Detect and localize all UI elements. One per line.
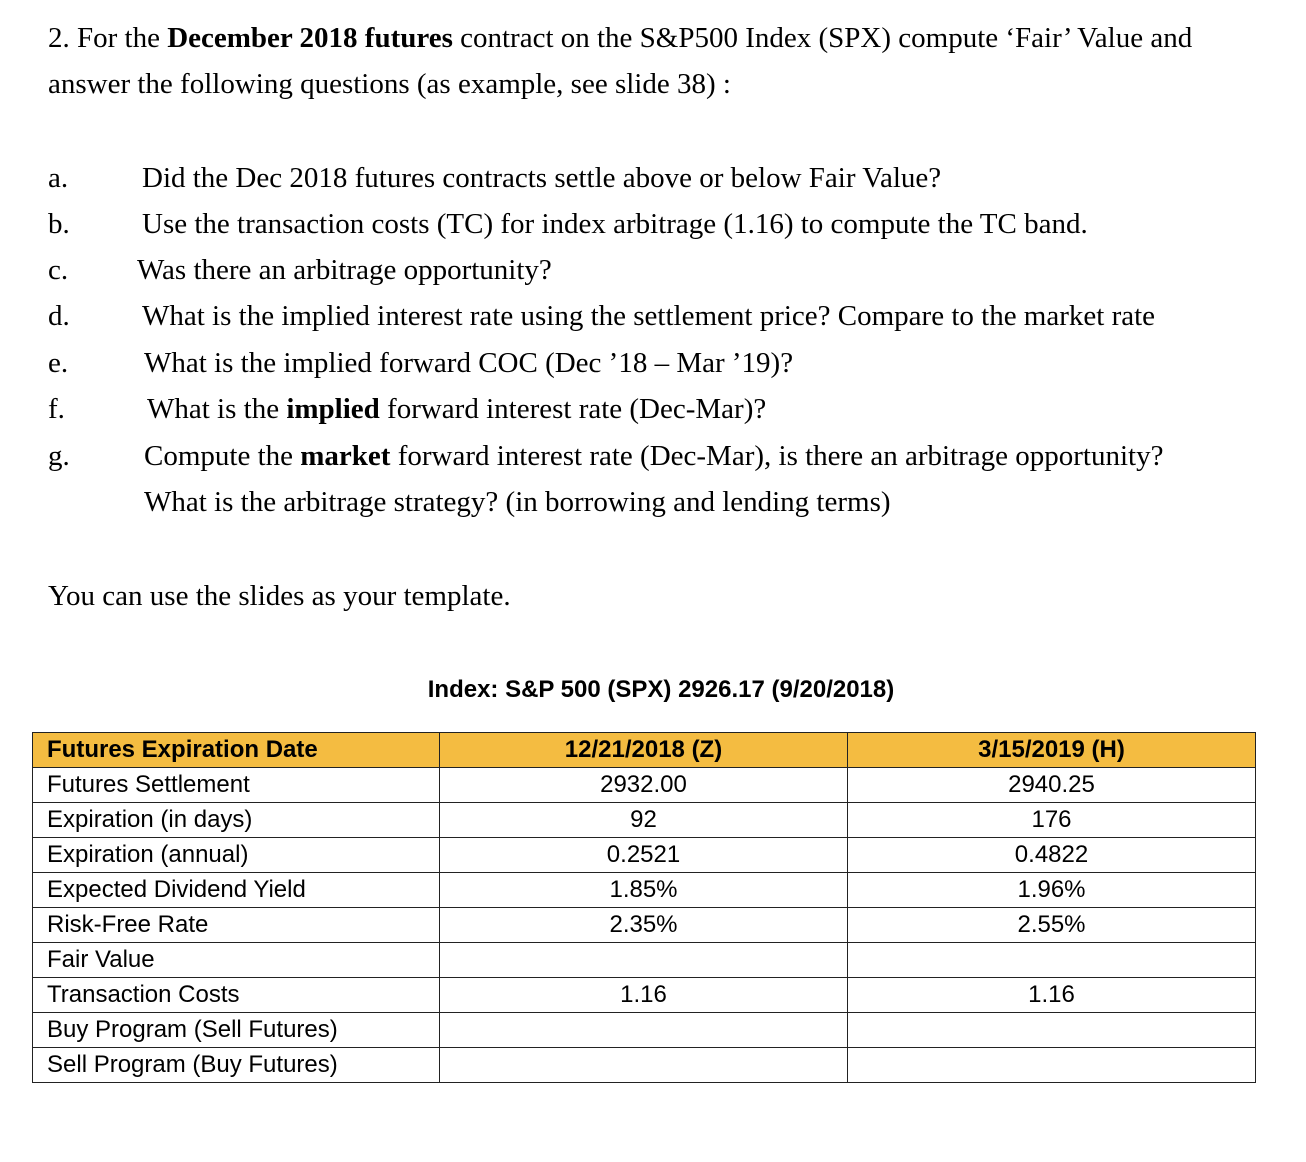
row-label: Futures Settlement: [33, 768, 440, 803]
table-row: [33, 838, 1256, 873]
table-row: [33, 768, 1256, 803]
table-cell: [440, 1048, 848, 1083]
table-row: [33, 803, 1256, 838]
table-cell: [440, 1013, 848, 1048]
sub-question-text-post: forward interest rate (Dec-Mar)?: [379, 393, 767, 425]
sub-question-letter: f.: [48, 393, 65, 425]
sub-question-text: [147, 393, 766, 426]
sub-question-letter: c.: [48, 254, 69, 286]
table-cell: 92: [440, 803, 848, 838]
sub-question-letter: a.: [48, 162, 69, 194]
sub-question-text: Was there an arbitrage opportunity?: [137, 254, 552, 286]
row-label: Expiration (in days): [33, 803, 440, 838]
question-line-1: [48, 22, 1192, 55]
table-row: [33, 1013, 1256, 1048]
table-cell: 2932.00: [440, 768, 848, 803]
row-label: Expiration (annual): [33, 838, 440, 873]
table-cell: 2.35%: [440, 908, 848, 943]
sub-question-text: Did the Dec 2018 futures contracts settle above or below Fair Value?: [142, 162, 942, 194]
question-line-1-bold: December 2018 futures: [167, 22, 453, 54]
row-label: Expected Dividend Yield: [33, 873, 440, 908]
table-cell: 1.85%: [440, 873, 848, 908]
table-header-row: [33, 733, 1256, 768]
table-cell: [848, 1013, 1256, 1048]
table-cell: [848, 943, 1256, 978]
row-label: Fair Value: [33, 943, 440, 978]
futures-table: [32, 732, 1256, 1083]
index-title: Index: S&P 500 (SPX) 2926.17 (9/20/2018): [427, 676, 895, 703]
sub-question-letter: e.: [48, 347, 69, 379]
table-row: [33, 873, 1256, 908]
row-label: Sell Program (Buy Futures): [33, 1048, 440, 1083]
question-line-2: answer the following questions (as example, see slide 38) :: [48, 68, 731, 100]
sub-question-text-post: forward interest rate (Dec-Mar), is there an arbitrage opportunity?: [390, 440, 1164, 472]
column-header-dec-2018: 12/21/2018 (Z): [440, 733, 848, 768]
column-header-label: Futures Expiration Date: [33, 733, 440, 768]
table-cell: 1.16: [848, 978, 1256, 1013]
table-row: [33, 1048, 1256, 1083]
table-cell: [440, 943, 848, 978]
sub-question-text: What is the implied forward COC (Dec ’18 – Mar ’19)?: [144, 347, 794, 379]
sub-question-text: Use the transaction costs (TC) for index arbitrage (1.16) to compute the TC band.: [142, 208, 1088, 240]
table-cell: 0.4822: [848, 838, 1256, 873]
table-cell: 1.16: [440, 978, 848, 1013]
sub-question-letter: d.: [48, 300, 70, 332]
table-cell: 2.55%: [848, 908, 1256, 943]
table-row: [33, 908, 1256, 943]
table-cell: 2940.25: [848, 768, 1256, 803]
sub-question-text-pre: What is the: [147, 393, 287, 425]
table-cell: [848, 1048, 1256, 1083]
template-note: You can use the slides as your template.: [48, 580, 511, 612]
row-label: Risk-Free Rate: [33, 908, 440, 943]
table-cell: 0.2521: [440, 838, 848, 873]
table-cell: 1.96%: [848, 873, 1256, 908]
column-header-mar-2019: 3/15/2019 (H): [848, 733, 1256, 768]
table-row: [33, 978, 1256, 1013]
sub-question-text-bold: market: [300, 440, 391, 472]
table-row: [33, 943, 1256, 978]
table-cell: 176: [848, 803, 1256, 838]
sub-question-letter: b.: [48, 208, 70, 240]
sub-question-text: [144, 440, 1163, 473]
question-line-1-pre: 2. For the: [48, 22, 168, 54]
row-label: Transaction Costs: [33, 978, 440, 1013]
sub-question-text-continued: What is the arbitrage strategy? (in borrowing and lending terms): [144, 486, 891, 518]
sub-question-text-pre: Compute the: [144, 440, 301, 472]
sub-question-letter: g.: [48, 440, 70, 472]
question-line-1-post: contract on the S&P500 Index (SPX) compute ‘Fair’ Value and: [452, 22, 1193, 54]
row-label: Buy Program (Sell Futures): [33, 1013, 440, 1048]
sub-question-text-bold: implied: [286, 393, 380, 425]
sub-question-text: What is the implied interest rate using the settlement price? Compare to the market rate: [142, 300, 1156, 332]
